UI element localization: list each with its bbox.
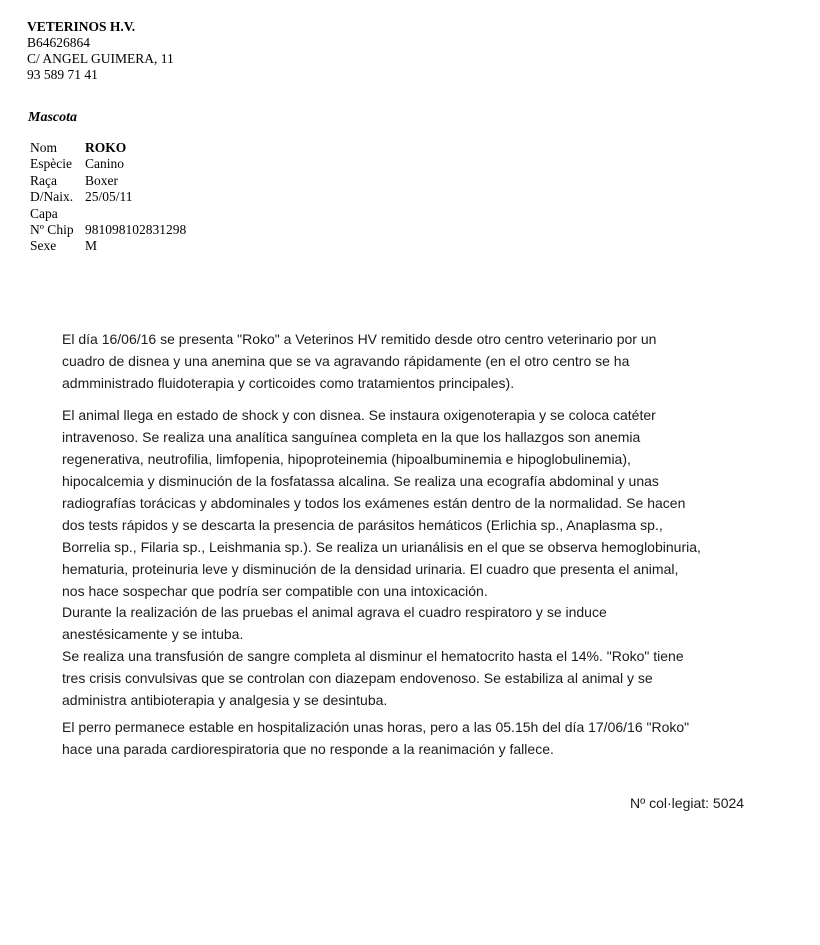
- pet-field-row: [30, 206, 186, 222]
- text-line: administra antibioterapia y analgesia y se desintuba.: [62, 692, 388, 708]
- text-line: Se realiza una transfusión de sangre completa al disminur el hematocrito hasta el 14%. "Roko" tiene: [62, 648, 684, 664]
- report-paragraph-presentation: [62, 328, 656, 394]
- report-paragraph-examination: [62, 404, 701, 602]
- pet-field-row: [30, 222, 186, 238]
- collegiate-number: Nº col·legiat: 5024: [630, 795, 745, 811]
- clinic-header: [27, 19, 174, 83]
- text-line: hematuria, proteinuria leve y disminución de la densidad urinaria. El cuadro que presenta el animal,: [62, 561, 679, 577]
- text-line: radiografías torácicas y abdominales y todos los exámenes están dentro de la normalidad. Se hacen: [62, 495, 686, 511]
- section-title-mascota: Mascota: [28, 110, 77, 125]
- pet-field-label: Nº Chip: [30, 221, 74, 237]
- clinic-registration-number: B64626864: [27, 35, 91, 50]
- text-line: admministrado fluidoterapia y corticoides como tratamientos principales).: [62, 375, 515, 391]
- text-line: Durante la realización de las pruebas el animal agrava el cuadro respiratoro y se induce: [62, 604, 607, 620]
- pet-field-value: 25/05/11: [85, 189, 133, 205]
- text-line: El animal llega en estado de shock y con disnea. Se instaura oxigenoterapia y se coloca catéter: [62, 407, 656, 423]
- pet-field-label: Sexe: [30, 238, 57, 254]
- pet-field-value: Canino: [85, 156, 124, 172]
- clinic-address: C/ ANGEL GUIMERA, 11: [27, 51, 174, 66]
- text-line: regenerativa, neutrofilia, limfopenia, hipoproteinemia (hipoalbuminemia e hipoglobulinemia),: [62, 451, 631, 467]
- pet-field-row: [30, 156, 186, 172]
- report-paragraph-treatment: [62, 601, 684, 711]
- pet-field-value: 981098102831298: [85, 221, 187, 237]
- pet-details: [30, 140, 186, 255]
- text-line: El día 16/06/16 se presenta "Roko" a Veterinos HV remitido desde otro centro veterinario por un: [62, 331, 657, 347]
- text-line: hipocalcemia y disminución de la fosfatassa alcalina. Se realiza una ecografía abdominal y unas: [62, 473, 659, 489]
- clinic-phone: 93 589 71 41: [27, 67, 98, 82]
- pet-field-label: Espècie: [30, 156, 72, 172]
- pet-field-row: [30, 189, 186, 205]
- pet-field-row: [30, 173, 186, 189]
- report-paragraph-outcome: [62, 716, 689, 760]
- pet-field-value: M: [85, 238, 98, 254]
- pet-field-row: [30, 140, 186, 156]
- pet-field-label: Raça: [30, 172, 57, 188]
- text-line: hace una parada cardiorespiratoria que no responde a la reanimación y fallece.: [62, 741, 554, 757]
- text-line: tres crisis convulsivas que se controlan con diazepam endovenoso. Se estabiliza al animal y se: [62, 670, 653, 686]
- pet-field-label: D/Naix.: [30, 189, 74, 205]
- pet-field-label: Capa: [30, 205, 58, 221]
- text-line: nos hace sospechar que podría ser compatible con una intoxicación.: [62, 583, 488, 599]
- pet-field-label: Nom: [30, 140, 57, 155]
- text-line: dos tests rápidos y se descarta la presencia de parásitos hemáticos (Erlichia sp., Anaplasma sp.,: [62, 517, 663, 533]
- text-line: anestésicamente y se intuba.: [62, 626, 244, 642]
- text-line: El perro permanece estable en hospitalización unas horas, pero a las 05.15h del día 17/06/16 "Roko": [62, 719, 690, 735]
- text-line: cuadro de disnea y una anemina que se va agravando rápidamente (en el otro centro se ha: [62, 353, 630, 369]
- text-line: intravenoso. Se realiza una analítica sanguínea completa en la que los hallazgos son anemia: [62, 429, 641, 445]
- pet-field-row: [30, 238, 186, 254]
- text-line: Borrelia sp., Filaria sp., Leishmania sp.). Se realiza un urianálisis en el que se observa hemoglobinuria,: [62, 539, 701, 555]
- pet-field-value: ROKO: [85, 140, 127, 155]
- pet-field-value: Boxer: [85, 172, 118, 188]
- clinic-name: VETERINOS H.V.: [27, 19, 136, 34]
